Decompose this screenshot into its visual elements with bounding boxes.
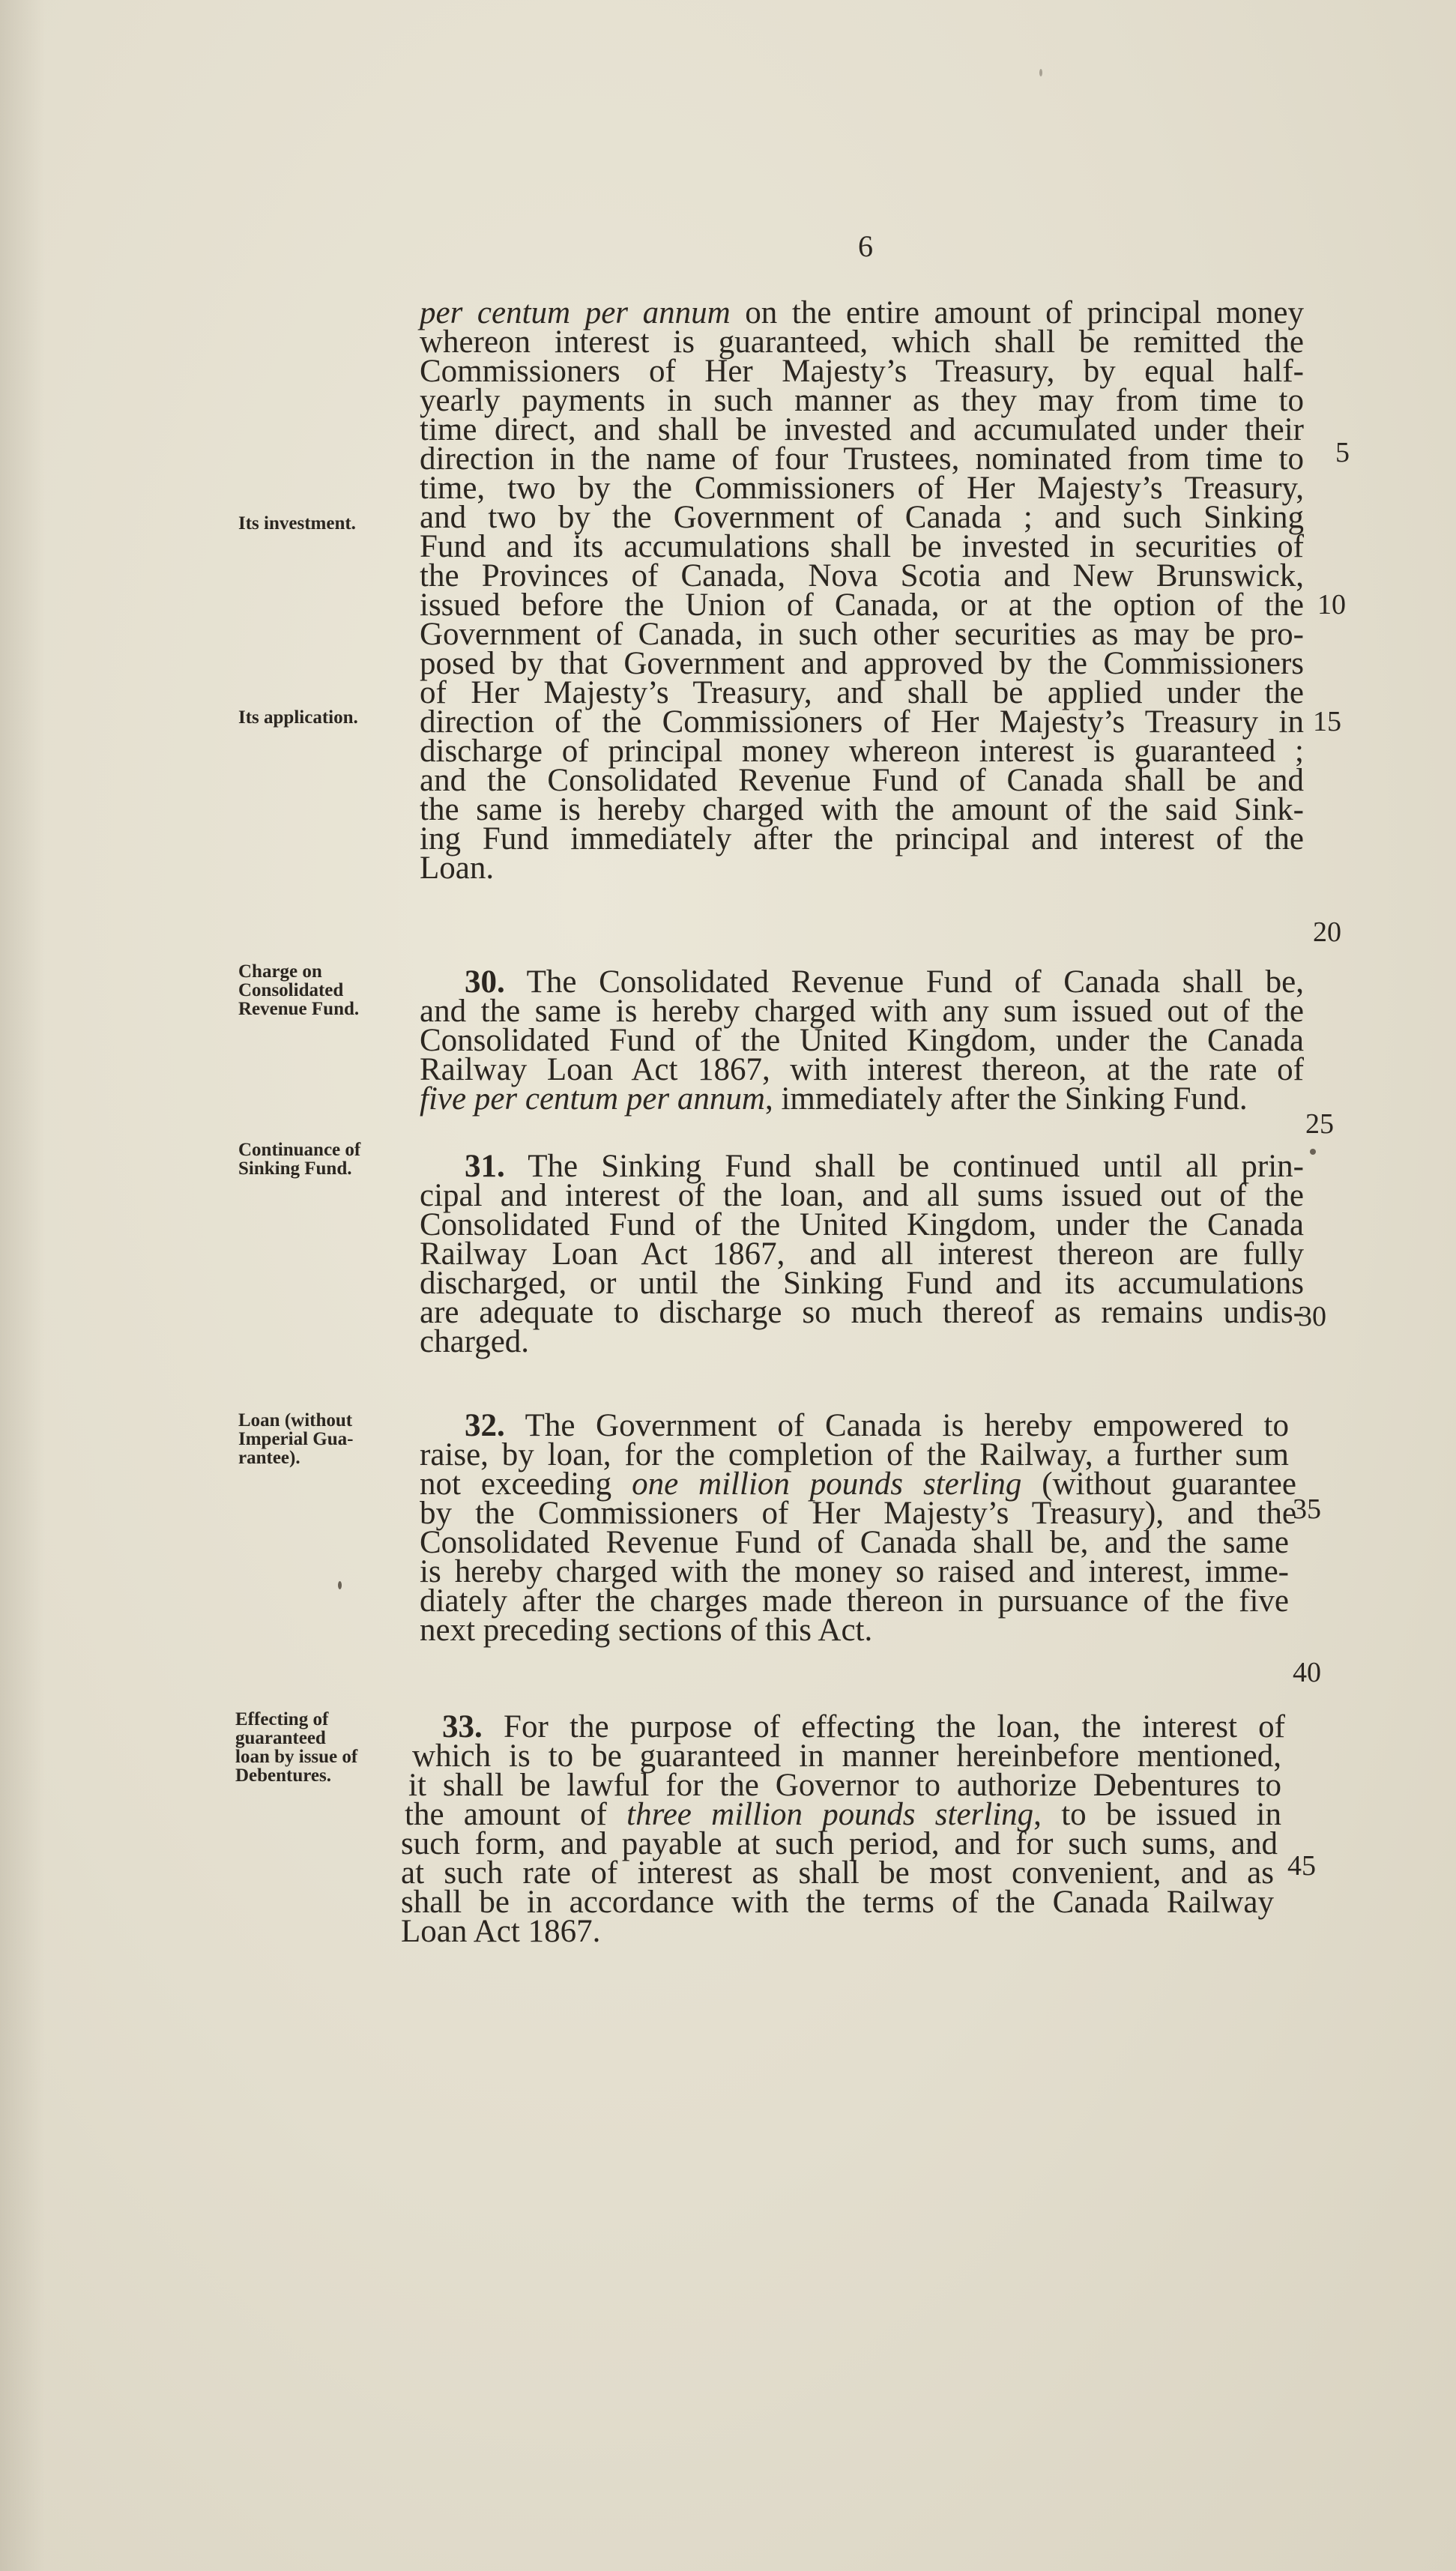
body-line: time direct, and shall be invested and accumulated under their <box>420 412 1304 447</box>
body-line: Consolidated Fund of the United Kingdom, under the Canada <box>420 1207 1304 1242</box>
body-line: the Provinces of Canada, Nova Scotia and New Brunswick, <box>420 558 1304 593</box>
note-line: Debentures. <box>235 1765 332 1786</box>
line-text: the amount of <box>405 1797 627 1832</box>
body-line: Fund and its accumulations shall be invested in securities of <box>420 529 1304 564</box>
line-text: not exceeding <box>420 1466 632 1502</box>
line-number: 35 <box>1293 1493 1321 1525</box>
body-line: by the Commissioners of Her Majesty’s Treasury), and the <box>420 1496 1296 1531</box>
body-line: Consolidated Revenue Fund of Canada shall be, and the same <box>420 1525 1289 1560</box>
line-text: , immediately after the Sinking Fund. <box>764 1081 1248 1117</box>
section-number: 33. <box>442 1709 483 1744</box>
body-line: Railway Loan Act 1867, with interest thereon, at the rate of <box>420 1052 1304 1087</box>
line-text: The Government of Canada is hereby empowered to <box>504 1408 1289 1443</box>
note-line: Sinking Fund. <box>238 1158 352 1179</box>
line-number: 45 <box>1287 1850 1316 1882</box>
note-line: Continuance of <box>238 1140 361 1160</box>
note-line: Loan (without <box>238 1410 353 1430</box>
body-line: Consolidated Fund of the United Kingdom, under the Canada <box>420 1023 1304 1058</box>
line-text: on the entire amount of principal money <box>730 295 1304 330</box>
italic-phrase: per centum per annum <box>420 295 731 330</box>
body-line: the same is hereby charged with the amount of the said Sink- <box>420 792 1304 827</box>
page-edge-shadow <box>0 0 45 2571</box>
body-line: is hereby charged with the money so raised and interest, imme- <box>420 1554 1289 1589</box>
italic-phrase: one million pounds sterling <box>632 1466 1022 1502</box>
note-line: rantee). <box>238 1448 300 1468</box>
page-number: 6 <box>858 229 874 263</box>
body-line: and the Consolidated Revenue Fund of Canada shall be and <box>420 763 1304 798</box>
margin-note-continuance <box>238 1141 418 1178</box>
note-line: Consolidated <box>238 980 344 1000</box>
margin-note-investment: Its investment. <box>238 513 356 534</box>
line-text: (without guarantee <box>1021 1466 1296 1502</box>
paper-speck <box>1039 69 1042 76</box>
body-line: posed by that Government and approved by the Commissioners <box>420 646 1304 681</box>
body-line: raise, by loan, for the completion of the Railway, a further sum <box>420 1437 1289 1472</box>
line-number: 15 <box>1313 706 1341 737</box>
body-line: direction of the Commissioners of Her Majesty’s Treasury in <box>420 704 1304 740</box>
margin-note-charge <box>238 962 418 1018</box>
body-line: ing Fund immediately after the principal and interest of the <box>420 821 1304 857</box>
body-line: and two by the Government of Canada ; and such Sinking <box>420 500 1304 535</box>
paper-speck <box>338 1581 342 1589</box>
body-line: shall be in accordance with the terms of the Canada Railway <box>401 1885 1274 1920</box>
body-line <box>420 1082 1304 1117</box>
line-text: The Consolidated Revenue Fund of Canada shall be, <box>504 964 1304 1000</box>
note-line: Effecting of <box>235 1709 329 1729</box>
body-line: Railway Loan Act 1867, and all interest thereon are fully <box>420 1236 1304 1272</box>
body-line: which is to be guaranteed in manner hereinbefore mentioned, <box>412 1738 1281 1774</box>
note-line: loan by issue of <box>235 1747 358 1767</box>
body-line: Government of Canada, in such other securities as may be pro- <box>420 617 1304 652</box>
line-number: 40 <box>1293 1657 1321 1688</box>
note-line: Revenue Fund. <box>238 999 360 1019</box>
note-line: Imperial Gua- <box>238 1429 354 1449</box>
line-text: For the purpose of effecting the loan, the interest of <box>482 1709 1285 1744</box>
body-line: yearly payments in such manner as they may from time to <box>420 383 1304 418</box>
note-line: Charge on <box>238 961 322 982</box>
margin-note-effecting <box>235 1710 415 1785</box>
note-line: guaranteed <box>235 1728 326 1748</box>
section-number: 32. <box>465 1408 505 1443</box>
body-line: time, two by the Commissioners of Her Majesty’s Treasury, <box>420 471 1304 506</box>
body-line: issued before the Union of Canada, or at the option of the <box>420 587 1304 623</box>
italic-phrase: three million pounds sterling <box>626 1797 1034 1832</box>
body-line: Commissioners of Her Majesty’s Treasury, by equal half- <box>420 354 1304 389</box>
italic-phrase: five per centum per annum <box>420 1081 765 1117</box>
body-line: of Her Majesty’s Treasury, and shall be applied under the <box>420 675 1304 710</box>
line-number: 5 <box>1335 437 1350 468</box>
body-line: charged. <box>420 1324 530 1359</box>
body-line: and the same is hereby charged with any sum issued out of the <box>420 994 1304 1029</box>
body-line: diately after the charges made thereon in pursuance of the five <box>420 1583 1289 1619</box>
body-line: such form, and payable at such period, and for such sums, and <box>401 1826 1278 1861</box>
margin-note-application: Its application. <box>238 707 358 728</box>
body-line: it shall be lawful for the Governor to authorize Debentures to <box>408 1768 1281 1803</box>
section-number: 30. <box>465 964 505 1000</box>
body-line: at such rate of interest as shall be most convenient, and as <box>401 1855 1274 1891</box>
body-line: direction in the name of four Trustees, nominated from time to <box>420 441 1304 477</box>
line-text: , to be issued in <box>1033 1797 1281 1832</box>
line-number: 20 <box>1313 916 1341 948</box>
section-number: 31. <box>465 1149 505 1184</box>
body-line: next preceding sections of this Act. <box>420 1613 873 1648</box>
margin-note-loan <box>238 1411 418 1467</box>
paper-speck <box>1310 1149 1316 1155</box>
body-line: discharged, or until the Sinking Fund and its accumulations <box>420 1266 1304 1301</box>
line-number: 10 <box>1317 589 1346 620</box>
body-line: cipal and interest of the loan, and all sums issued out of the <box>420 1178 1304 1213</box>
body-line: Loan Act 1867. <box>401 1914 601 1949</box>
body-line: whereon interest is guaranteed, which shall be remitted the <box>420 324 1304 360</box>
line-number: 25 <box>1305 1108 1334 1140</box>
body-line: are adequate to discharge so much thereof as remains undis- <box>420 1295 1304 1330</box>
line-number: 30 <box>1298 1301 1326 1332</box>
body-line: discharge of principal money whereon interest is guaranteed ; <box>420 734 1304 769</box>
line-text: The Sinking Fund shall be continued until all prin- <box>504 1149 1304 1184</box>
body-line: Loan. <box>420 851 495 886</box>
